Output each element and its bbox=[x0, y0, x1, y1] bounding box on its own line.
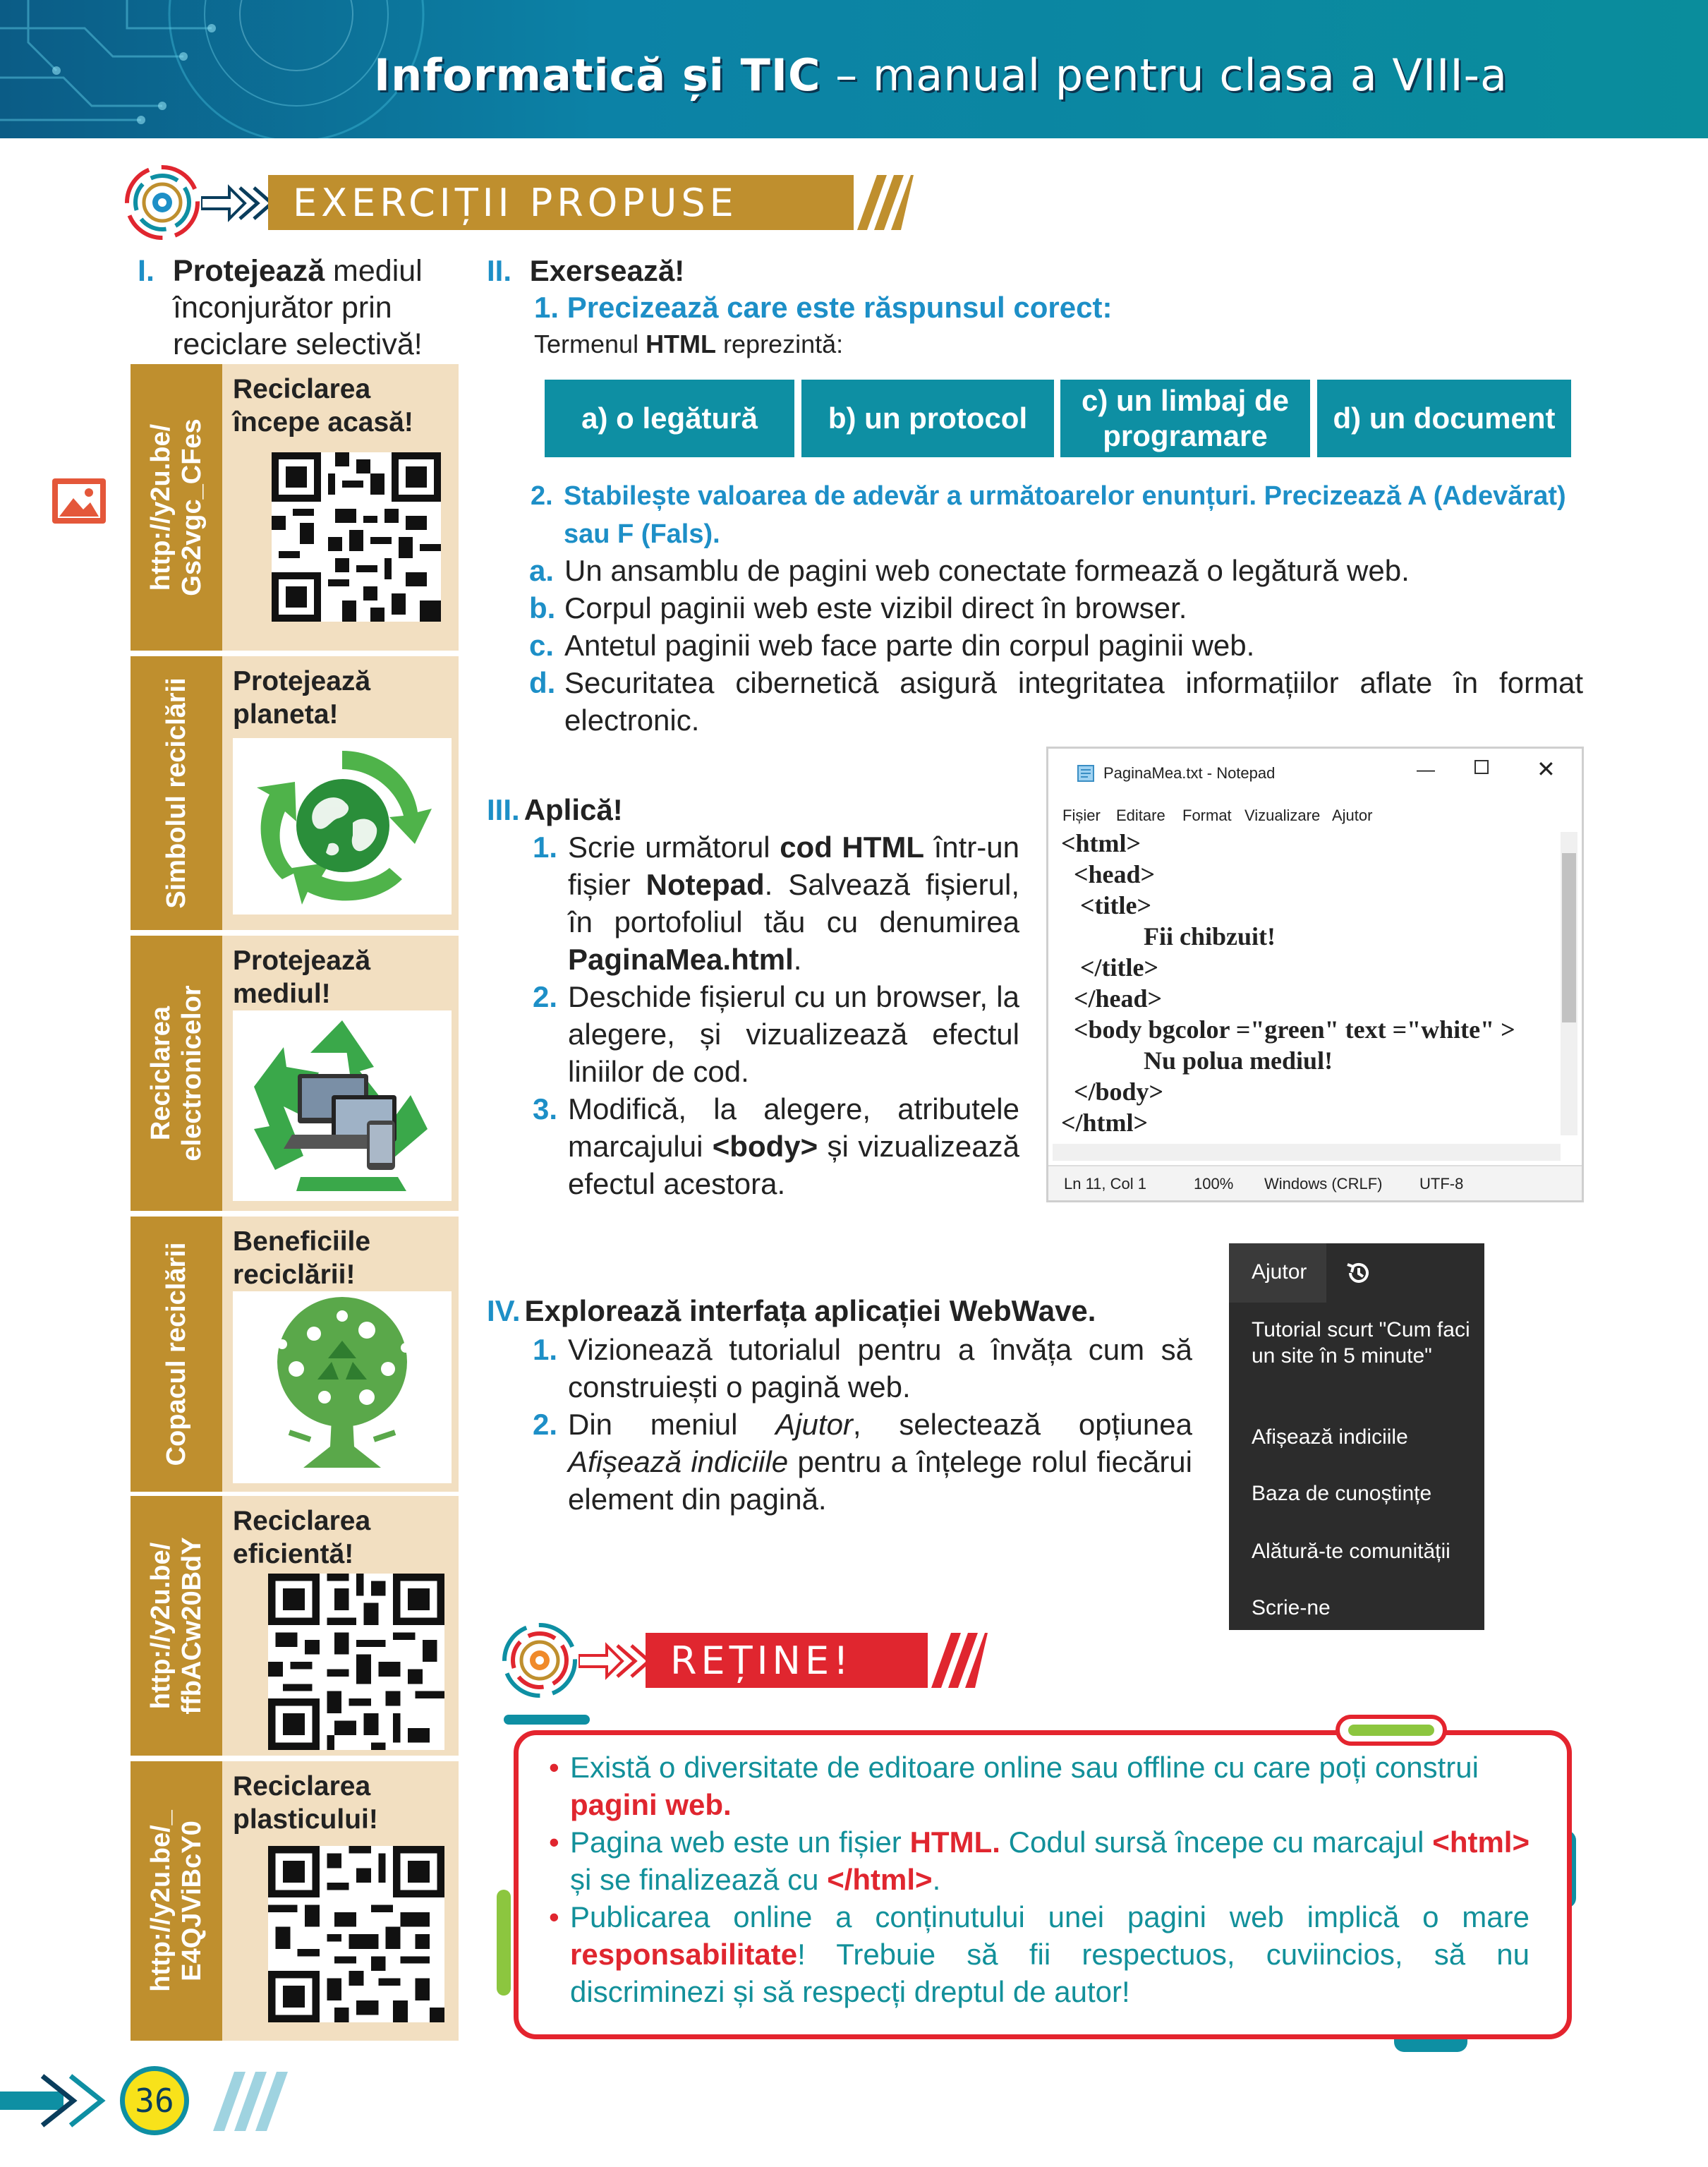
minimize-icon[interactable]: — bbox=[1417, 759, 1435, 780]
statement-b: b. Corpul paginii web este vizibil direct în browser. bbox=[529, 591, 1187, 624]
card-tree bbox=[131, 1217, 459, 1492]
section-3-item-3: 3. Modifică, la alegere, atributele marcajului <body> și vizualizează efectul acestora. bbox=[533, 1092, 1019, 1200]
notepad-code[interactable]: <html> <head> <title> Fii chibzuit! </title> </head> <body bgcolor ="green" text ="white" > Nu polua mediul! </body> </html> bbox=[1061, 829, 1515, 1137]
title-rest: – manual pentru clasa a VIII-a bbox=[820, 49, 1508, 101]
section-3-list bbox=[533, 828, 1019, 1202]
card-link[interactable]: http://y2u.be/ ffbACw20BdY bbox=[146, 1537, 207, 1715]
menu-view[interactable]: Vizualizare bbox=[1244, 807, 1321, 824]
menu-item-community[interactable]: Alătură-te comunității bbox=[1252, 1540, 1450, 1563]
card-link[interactable]: http://y2u.be/ Gs2vgc_CFes bbox=[146, 418, 207, 596]
menu-item-knowledge-base[interactable]: Baza de cunoștințe bbox=[1252, 1482, 1432, 1505]
section-4-item-2: 2. Din meniul Ajutor, selectează opțiunea Afișează indiciile pentru a înțelege rolul fiecărui element din pagină. bbox=[533, 1408, 1192, 1516]
section-3-heading: III. Aplică! bbox=[487, 793, 623, 826]
section-3-item-1: 1. Scrie următorul cod HTML într-un fișier Notepad. Salvează fișierul, în portofoliul tău cu denumirea PaginaMea.html. bbox=[533, 831, 1020, 976]
page-title bbox=[374, 49, 1508, 101]
answer-a-button[interactable]: a) o legătură bbox=[545, 380, 794, 457]
title-bold: Informatică și TIC bbox=[374, 49, 821, 101]
recycling-tree-image bbox=[233, 1291, 452, 1483]
menu-help[interactable]: Ajutor bbox=[1332, 807, 1373, 824]
notepad-title: PaginaMea.txt - Notepad bbox=[1103, 764, 1276, 782]
exercises-banner bbox=[120, 164, 910, 241]
vertical-scrollbar[interactable] bbox=[1561, 832, 1577, 1135]
question-1: 1. Precizează care este răspunsul corect: bbox=[534, 291, 1113, 324]
statement-c: c. Antetul paginii web face parte din corpul paginii web. bbox=[529, 629, 1255, 662]
section-1-text: Protejează mediul bbox=[173, 254, 423, 288]
history-icon[interactable] bbox=[1343, 1257, 1374, 1288]
section-1-number: I. bbox=[138, 254, 155, 288]
maximize-icon[interactable] bbox=[1474, 760, 1489, 774]
card-title: Protejează planeta! bbox=[233, 666, 371, 730]
banner-text: REȚINE! bbox=[670, 1638, 853, 1683]
card-title: Reciclarea eficientă! bbox=[233, 1506, 371, 1569]
qr-code-icon[interactable] bbox=[268, 1846, 444, 2022]
retine-bullet-2: • Pagina web este un fișier HTML. Codul sursă începe cu marcajul <html> și se finalizează cu </html>. bbox=[549, 1825, 1530, 1896]
help-menu-header bbox=[1229, 1243, 1484, 1303]
help-menu-title[interactable]: Ajutor bbox=[1252, 1260, 1307, 1284]
horizontal-scrollbar[interactable] bbox=[1053, 1144, 1561, 1161]
footer-slash-decoration bbox=[199, 2072, 298, 2131]
slash-decoration bbox=[924, 1629, 988, 1692]
electronics-recycle-image bbox=[233, 1010, 452, 1201]
box-accent-pill bbox=[1335, 1715, 1447, 1746]
card-link[interactable]: http://y2u.be/_ E4QJViBcY0 bbox=[146, 1810, 207, 1992]
section-2-heading: II. Exersează! bbox=[487, 254, 685, 287]
card-title: Beneficiile reciclării! bbox=[233, 1226, 371, 1290]
retine-bullet-1: • Există o diversitate de editoare online sau offline cu care poți construi pagini web. bbox=[549, 1751, 1479, 1821]
menu-edit[interactable]: Editare bbox=[1116, 807, 1165, 824]
image-icon bbox=[51, 477, 107, 525]
statement-a: a. Un ansamblu de pagini web conectate formează o legătură web. bbox=[529, 554, 1410, 587]
target-icon bbox=[497, 1622, 582, 1699]
notepad-window bbox=[1046, 747, 1584, 1202]
card-title: Protejează mediul! bbox=[233, 946, 371, 1009]
answer-b-button[interactable]: b) un protocol bbox=[801, 380, 1054, 457]
box-accent-green-left bbox=[497, 1890, 511, 1996]
slash-decoration bbox=[850, 171, 914, 234]
card-qr-plastic bbox=[131, 1761, 459, 2041]
card-globe bbox=[131, 656, 459, 930]
globe-recycle-image bbox=[233, 738, 452, 915]
banner-text: EXERCIȚII PROPUSE bbox=[293, 181, 738, 225]
notepad-statusbar: Ln 11, Col 1 100% Windows (CRLF) UTF-8 bbox=[1048, 1165, 1582, 1200]
statement-list bbox=[529, 552, 1583, 739]
retine-banner bbox=[497, 1622, 991, 1699]
card-qr-efficient bbox=[131, 1496, 459, 1756]
notepad-titlebar bbox=[1048, 749, 1582, 790]
menu-file[interactable]: Fișier bbox=[1062, 807, 1101, 824]
close-icon[interactable]: ✕ bbox=[1537, 756, 1556, 782]
card-qr-home-recycling bbox=[131, 364, 459, 651]
card-side-label: Copacul reciclării bbox=[162, 1242, 191, 1466]
answer-d-button[interactable]: d) un document bbox=[1317, 380, 1571, 457]
section-4-list bbox=[533, 1331, 1192, 1518]
card-title: Reciclarea începe acasă! bbox=[233, 374, 413, 437]
help-menu bbox=[1229, 1243, 1484, 1630]
card-electronics bbox=[131, 936, 459, 1211]
retine-content bbox=[549, 1749, 1530, 2010]
card-title: Reciclarea plasticului! bbox=[233, 1771, 378, 1835]
section-1 bbox=[138, 253, 476, 363]
section-1-line2: înconjurător prin bbox=[173, 291, 392, 325]
section-4-heading: IV. Explorează interfața aplicației WebWave. bbox=[487, 1294, 1096, 1327]
card-side-label: Reciclarea electronicelor bbox=[146, 985, 207, 1161]
section-1-line3: reciclare selectivă! bbox=[173, 327, 423, 361]
qr-code-icon[interactable] bbox=[272, 452, 441, 622]
section-3-item-2: 2. Deschide fișierul cu un browser, la alegere, și vizualizează efectul liniilor de cod. bbox=[533, 980, 1019, 1088]
menu-item-tutorial[interactable]: Tutorial scurt "Cum faci un site în 5 minute" bbox=[1252, 1318, 1470, 1368]
answer-c-button[interactable]: c) un limbaj de programare bbox=[1060, 380, 1310, 457]
double-arrow-icon bbox=[201, 183, 279, 223]
target-icon bbox=[120, 164, 205, 241]
statement-d: d. Securitatea cibernetică asigură integritatea informațiilor aflate în format electronic. bbox=[529, 666, 1583, 737]
section-4-item-1: 1. Vizionează tutorialul pentru a învăța cum să construiești o pagină web. bbox=[533, 1333, 1192, 1404]
box-accent-teal bbox=[504, 1715, 590, 1725]
card-side-label: Simbolul reciclării bbox=[162, 677, 191, 909]
retine-bullet-3: • Publicarea online a conținutului unei pagini web implică o mare responsabilitate! Trebuie să fii respectuos, cuviincios, să nu discriminezi și să respecți dreptul de autor! bbox=[549, 1900, 1530, 2008]
footer-arrow-icon bbox=[0, 2070, 127, 2131]
question-2: 2. Stabilește valoarea de adevăr a următoarelor enunțuri. Precizează A (Adevărat) sau F (Fals). bbox=[531, 481, 1566, 549]
question-1-lead: Termenul HTML reprezintă: bbox=[534, 330, 844, 358]
page-header bbox=[0, 0, 1708, 138]
menu-format[interactable]: Format bbox=[1182, 807, 1232, 824]
menu-item-show-hints[interactable]: Afișează indiciile bbox=[1252, 1425, 1408, 1449]
double-arrow-icon bbox=[579, 1641, 656, 1681]
qr-code-icon[interactable] bbox=[268, 1574, 444, 1750]
menu-item-contact[interactable]: Scrie-ne bbox=[1252, 1596, 1331, 1619]
page-number: 36 bbox=[120, 2066, 189, 2135]
notepad-app-icon bbox=[1077, 763, 1095, 783]
